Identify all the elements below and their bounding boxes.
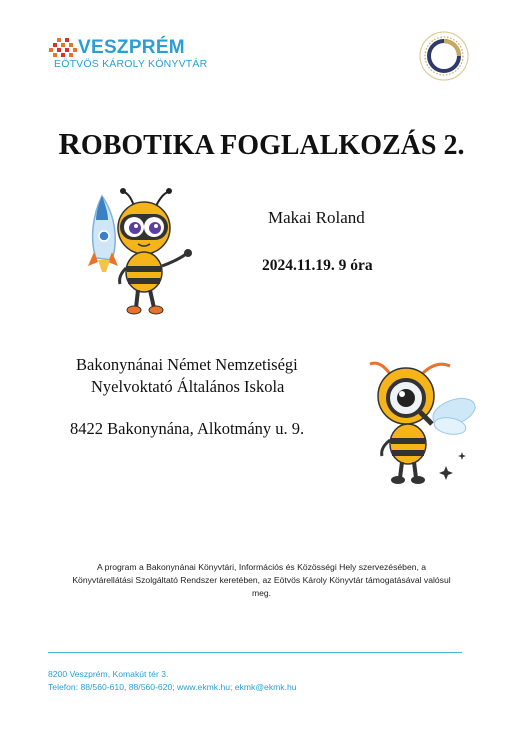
event-datetime: 2024.11.19. 9 óra [262,257,373,274]
library-logo [48,36,208,76]
venue-line-1: Bakonynánai Német Nemzetiségi [76,355,298,374]
title-initial: R [58,126,81,161]
venue-line-2: Nyelvoktató Általános Iskola [91,377,285,396]
program-note-line-3: meg. [251,588,272,598]
circular-seal-icon [418,30,470,82]
program-note [40,561,483,600]
footer-contact: Telefon: 88/560-610, 88/560-620; www.ekmk.hu; ekmk@ekmk.hu [48,682,297,692]
presenter-name: Makai Roland [268,208,365,227]
program-note-line-2: Könyvtárellátási Szolgáltató Rendszer keretében, az Eötvös Károly Könyvtár támogatásával valósul [72,575,451,585]
logo-name: VESZPRÉM [78,37,185,58]
title-rest: OBOTIKA FOGLALKOZÁS 2. [80,130,465,161]
footer-address: 8200 Veszprém, Komakút tér 3. [48,669,169,679]
footer [48,668,297,694]
venue-address: 8422 Bakonynána, Alkotmány u. 9. [70,419,305,438]
bee-robot-rocket-icon [86,186,204,318]
logo-subtitle: EÖTVÖS KÁROLY KÖNYVTÁR [54,58,208,70]
program-note-line-1: A program a Bakonynánai Könyvtári, Információs és Közösségi Hely szervezésében, a [96,562,427,572]
bee-robot-magnifier-icon [350,354,480,488]
page-title [0,126,523,162]
footer-divider [48,652,462,653]
checker-logo-icon [48,38,78,60]
